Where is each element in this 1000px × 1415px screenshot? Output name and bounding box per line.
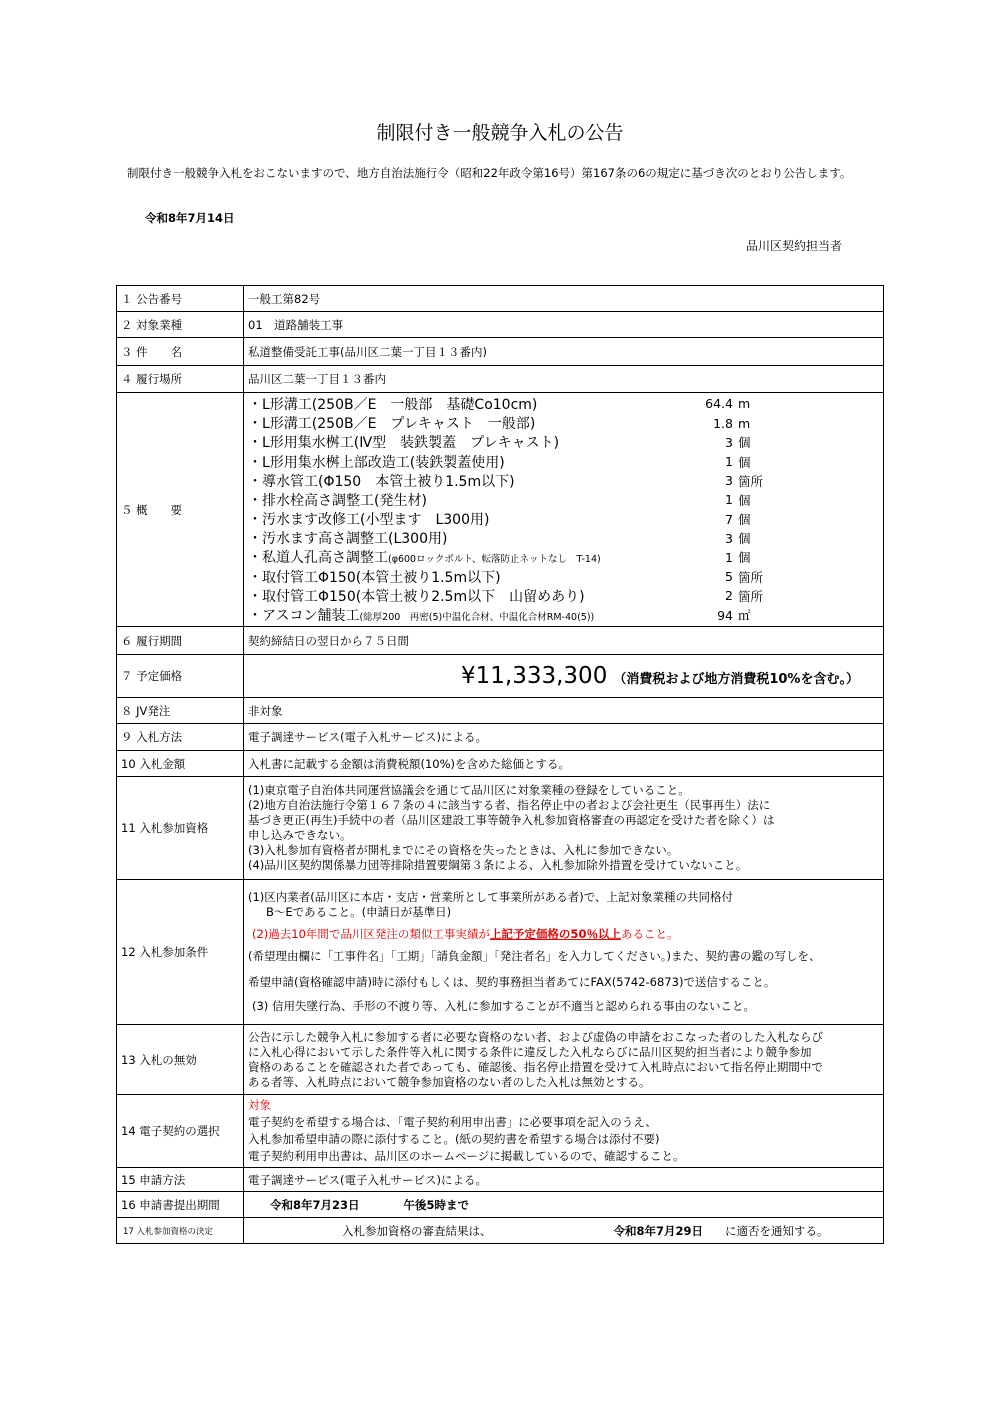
overview-item: ・アスコン舗装工(総厚200 再密(5)中温化合材、中温化合材RM-40(5)) 94 ㎡ xyxy=(248,607,751,625)
row-value: 非対象 xyxy=(244,698,884,724)
overview-item: ・私道人孔高さ調整工(φ600ロックボルト、転落防止ネットなし T-14) 1 個 xyxy=(248,549,751,567)
row-label: ８ JV発注 xyxy=(117,698,244,724)
row-project-name xyxy=(117,338,884,366)
row-bid-method xyxy=(117,724,884,751)
row-value: 電子調達サービス(電子入札サービス)による。 xyxy=(244,1168,884,1192)
overview-item: ・取付管工Φ150(本管土被り2.5m以下 山留めあり) 2 箇所 xyxy=(248,588,764,605)
overview-item: ・L形用集水桝工(Ⅳ型 装鉄製蓋 プレキャスト) 3 個 xyxy=(248,434,751,452)
row-value: 私道整備受託工事(品川区二葉一丁目１３番内) xyxy=(244,338,884,366)
row-label: ９ 入札方法 xyxy=(117,724,244,751)
row-location xyxy=(117,366,884,393)
row-label: 14 電子契約の選択 xyxy=(117,1095,244,1168)
row-overview xyxy=(117,393,884,627)
price-note: （消費税および地方消費税10%を含む。） xyxy=(613,672,859,687)
row-notice-number xyxy=(117,286,884,312)
row-value: 一般工第82号 xyxy=(244,286,884,312)
invalid-text: 公告に示した競争入札に参加する者に必要な資格のない者、および虚偽の申請をおこなった者のした入札ならび に入札心得において示した条件等入札に関する条件に違反した入札ならびに品川区契約担当者により競争参加 資格のあることを確認された者であっても、確認後、指名停止措置を受けて入札時点において指名停止期間中で ある者等、入札時点において競争参加資格のない者のした入札は無効とする。 xyxy=(244,1025,884,1095)
row-label: 15 申請方法 xyxy=(117,1168,244,1192)
overview-item: ・取付管工Φ150(本管土被り1.5m以下) 5 箇所 xyxy=(248,569,764,586)
row-period xyxy=(117,627,884,655)
row-value: 入札書に記載する金額は消費税額(10%)を含めた総価とする。 xyxy=(244,751,884,777)
row-value: 品川区二葉一丁目１３番内 xyxy=(244,366,884,393)
row-value: 01 道路舗装工事 xyxy=(244,312,884,338)
row-label: 10 入札金額 xyxy=(117,751,244,777)
row-label: １ 公告番号 xyxy=(117,286,244,312)
overview-item: ・汚水ます高さ調整工(L300用) 3 個 xyxy=(248,530,751,548)
row-label: ３ 件 名 xyxy=(117,338,244,366)
overview-item: ・汚水ます改修工(小型ます L300用) 7 個 xyxy=(248,511,751,529)
row-value: 契約締結日の翌日から７５日間 xyxy=(244,627,884,655)
row-label: ４ 履行場所 xyxy=(117,366,244,393)
conditions-text: (1)区内業者(品川区に本店・支店・営業所として事業所がある者)で、上記対象業種の共同格付 B～Eであること。(申請日が基準日) (2)過去10年間で品川区発注の類似工事実績が上記予定価格の50％以上あること。 (希望理由欄に「工事件名」「工期」「請負金額」「発注者名」を入力してください。)また、契約書の鑑の写しを、 希望申請(資格確認申請)時に添付もしくは、契約事務担当者あてにFAX(5742-6873)で送信すること。 (3) 信用失墜行為、手形の不渡り等、入札に参加することが不適当と認められる事由のないこと。 xyxy=(244,880,884,1025)
row-label: ６ 履行期間 xyxy=(117,627,244,655)
overview-list xyxy=(244,393,884,627)
notice-date: 令和8年7月14日 xyxy=(145,211,235,225)
overview-item: ・L形溝工(250B／E プレキャスト 一般部) 1.8 m xyxy=(248,415,751,433)
row-qualification xyxy=(117,777,884,880)
intro-text: 制限付き一般競争入札をおこないますので、地方自治法施行令（昭和22年政令第16号）第167条の6の規定に基づき次のとおり公告します。 xyxy=(127,166,852,180)
row-value: 電子調達サービス(電子入札サービス)による。 xyxy=(244,724,884,751)
price-cell xyxy=(244,655,884,698)
row-label: 16 申請書提出期間 xyxy=(117,1192,244,1218)
qualification-text: (1)東京電子自治体共同運営協議会を通じて品川区に対象業種の登録をしていること。 (2)地方自治法施行令第１６７条の４に該当する者、指名停止中の者および会社更生（民事再生）法に 基づき更正(再生)手続中の者（品川区建設工事等競争入札参加資格審査の再認定を受けた者を除く）は 申し込みできない。 (3)入札参加有資格者が開札までにその資格を失ったときは、入札に参加できない。 (4)品川区契約関係暴力団等排除措置要綱第３条による、入札参加除外措置を受けていないこと。 xyxy=(244,777,884,880)
row-label: ７ 予定価格 xyxy=(117,655,244,698)
row-label: ２ 対象業種 xyxy=(117,312,244,338)
row-invalid xyxy=(117,1025,884,1095)
row-label: 17 入札参加資格の決定 xyxy=(117,1218,244,1244)
notice-title: 制限付き一般競争入札の公告 xyxy=(376,122,624,144)
e-contract-text: 対象 電子契約を希望する場合は、「電子契約利用申出書」に必要事項を記入のうえ、 入札参加希望申請の際に添付すること。(紙の契約書を希望する場合は添付不要) 電子契約利用申出書は、品川区のホームページに掲載しているので、確認すること。 xyxy=(244,1095,884,1168)
row-application-method xyxy=(117,1168,884,1192)
estimated-price: ¥11,333,300 xyxy=(461,663,608,689)
row-application-period xyxy=(117,1192,884,1218)
overview-item: ・排水栓高さ調整工(発生材) 1 個 xyxy=(248,492,751,509)
issuer: 品川区契約担当者 xyxy=(746,239,843,253)
row-e-contract xyxy=(117,1095,884,1168)
row-estimated-price xyxy=(117,655,884,698)
row-bid-amount xyxy=(117,751,884,777)
row-jv xyxy=(117,698,884,724)
row-label: 11 入札参加資格 xyxy=(117,777,244,880)
row-decision xyxy=(117,1218,884,1244)
row-label: ５ 概 要 xyxy=(117,393,244,627)
e-contract-flag: 対象 xyxy=(248,1098,271,1112)
overview-item: ・L形溝工(250B／E 一般部 基礎Co10cm) 64.4 m xyxy=(248,396,751,413)
row-conditions xyxy=(117,880,884,1025)
notice-table xyxy=(116,285,884,1244)
row-business-type xyxy=(117,312,884,338)
overview-item: ・導水管工(Φ150 本管土被り1.5m以下) 3 箇所 xyxy=(248,473,764,490)
row-label: 13 入札の無効 xyxy=(117,1025,244,1095)
overview-item: ・L形用集水桝上部改造工(装鉄製蓋使用) 1 個 xyxy=(248,454,751,471)
decision-text: 入札参加資格の審査結果は、 令和8年7月29日 に適否を通知する。 xyxy=(244,1218,884,1244)
row-label: 12 入札参加条件 xyxy=(117,880,244,1025)
application-period: 令和8年7月23日 午後5時まで xyxy=(244,1192,884,1218)
